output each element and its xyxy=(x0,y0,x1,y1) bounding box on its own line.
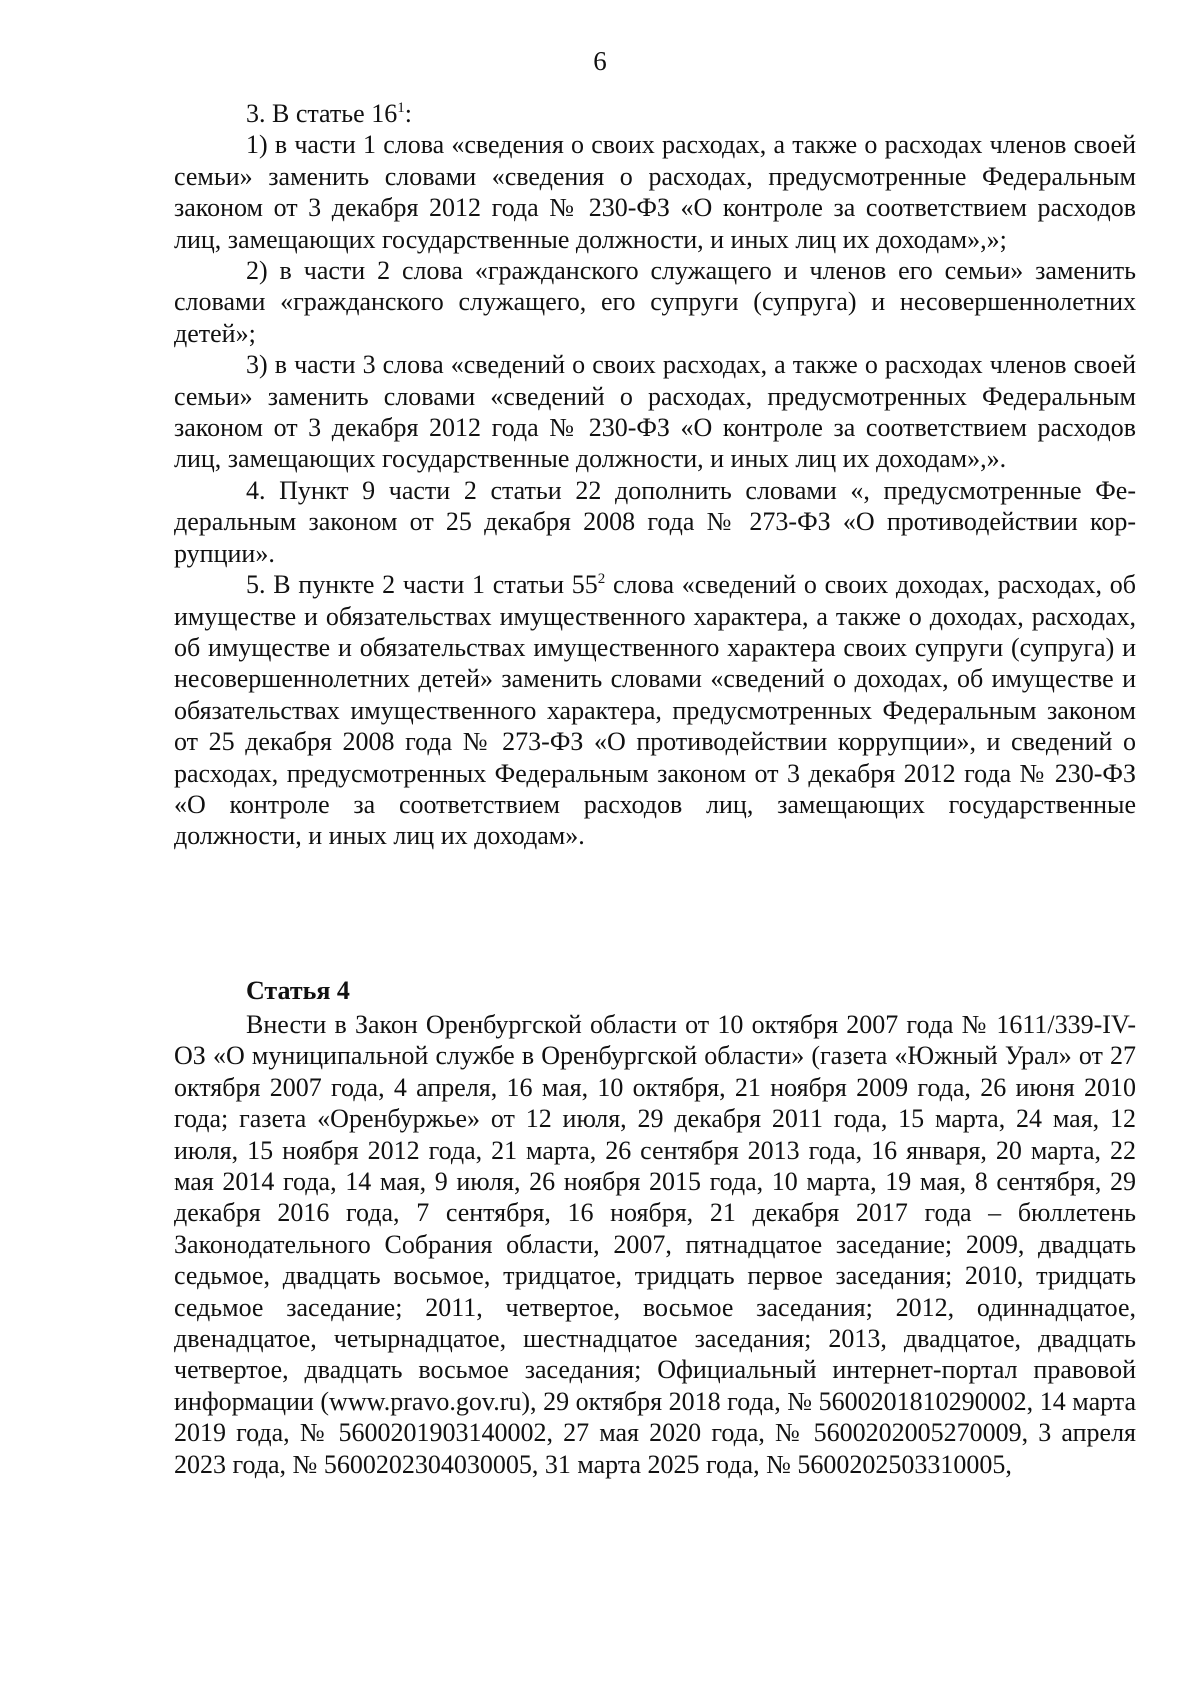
item-5-text: слова «сведений о своих доходах, расходах, об имуществе и обязательствах имущественного характера, а также о доходах, расходах, об имуществе и обязательствах имущественного характера своих супруги (супруга) и несовершеннолетних детей» заменить словами «сведений о доходах, об имуществе и обязательствах имущественного характера, предусмотренных Федеральным законом от 25 декабря 2008 года № 273-ФЗ «О противодействии коррупции», и сведений о расходах, предусмотренных Федеральным законом от 3 декабря 2012 года № 230-ФЗ «О контроле за соответствием расходов лиц, замещающих государственные должности, и иных лиц их доходам». xyxy=(174,570,1136,851)
document-body xyxy=(174,98,1136,852)
article-4-text: Внести в Закон Оренбургской области от 10 октября 2007 года № 1611/339-IV-ОЗ «О муниципальной службе в Оренбургской области» (газета «Южный Урал» от 27 октября 2007 года, 4 апреля, 16 мая, 10 октября, 21 ноября 2009 года, 26 июня 2010 года; газета «Оренбуржье» от 12 июля, 29 декабря 2011 года, 15 марта, 24 мая, 12 июля, 15 ноября 2012 года, 21 марта, 26 сентября 2013 года, 16 января, 20 марта, 22 мая 2014 года, 14 мая, 9 июля, 26 ноября 2015 года, 10 марта, 19 мая, 8 сентября, 29 декабря 2016 года, 7 сентября, 16 ноября, 21 декабря 2017 года – бюллетень Законодательного Собрания области, 2007, пятнадцатое заседание; 2009, двадцать седьмое, двадцать восьмое, тридцатое, тридцать первое заседания; 2010, тридцать седьмое заседание; 2011, четвертое, восьмое заседания; 2012, одиннадцатое, двенадцатое, четырнадцатое, шестнадцатое заседания; 2013, двадцатое, двадцать четвертое, двадцать восьмое заседания; Официальный интернет-портал правовой информации (www.pravo.gov.ru), 29 октября 2018 года, № 5600201810290002, 14 марта 2019 года, № 5600201903140002, 27 мая 2020 года, № 5600202005270009, 3 апреля 2023 года, № 5600202304030005, 31 марта 2025 года, № 5600202503310005, xyxy=(174,1010,1136,1479)
item-5 xyxy=(174,569,1136,852)
article-4-heading: Статья 4 xyxy=(246,976,350,1005)
item-3-intro-superscript: 1 xyxy=(397,100,405,116)
item-3-intro-text: 3. В статье 16 xyxy=(246,99,398,128)
item-5-superscript: 2 xyxy=(597,571,606,588)
item-3-subitem-2: 2) в части 2 слова «гражданского служащего и членов его семьи» заменить словами «гражданского служащего, его супруги (супруга) и несовершеннолетних детей»; xyxy=(174,256,1136,348)
item-3-subitem-3: 3) в части 3 слова «сведений о своих расходах, а также о расходах членов своей семьи» заменить словами «сведений о расходах, предусмотренных Федеральным законом от 3 декабря 2012 года № 230-ФЗ «О контроле за соответствием расходов лиц, замещающих государственные должности, и иных лиц их доходам»,». xyxy=(174,350,1136,474)
item-4: 4. Пункт 9 части 2 статьи 22 дополнить словами «, предусмотренные Федеральным законом от 25 декабря 2008 года № 273-ФЗ «О противодействии коррупции». xyxy=(174,475,1136,568)
item-3-intro xyxy=(174,98,1136,129)
item-5-lead: 5. В пункте 2 части 1 статьи 55 xyxy=(246,570,598,600)
page-number: 6 xyxy=(593,46,607,76)
article-4-section xyxy=(174,975,1136,1480)
item-3-intro-colon: : xyxy=(404,99,412,128)
item-3-subitem-1: 1) в части 1 слова «сведения о своих расходах, а также о расходах членов своей семьи» заменить словами «сведения о расходах, предусмотренные Федеральным законом от 3 декабря 2012 года № 230-ФЗ «О контроле за соответствием расходов лиц, замещающих государственные должности, и иных лиц их доходам»,»; xyxy=(174,130,1136,254)
